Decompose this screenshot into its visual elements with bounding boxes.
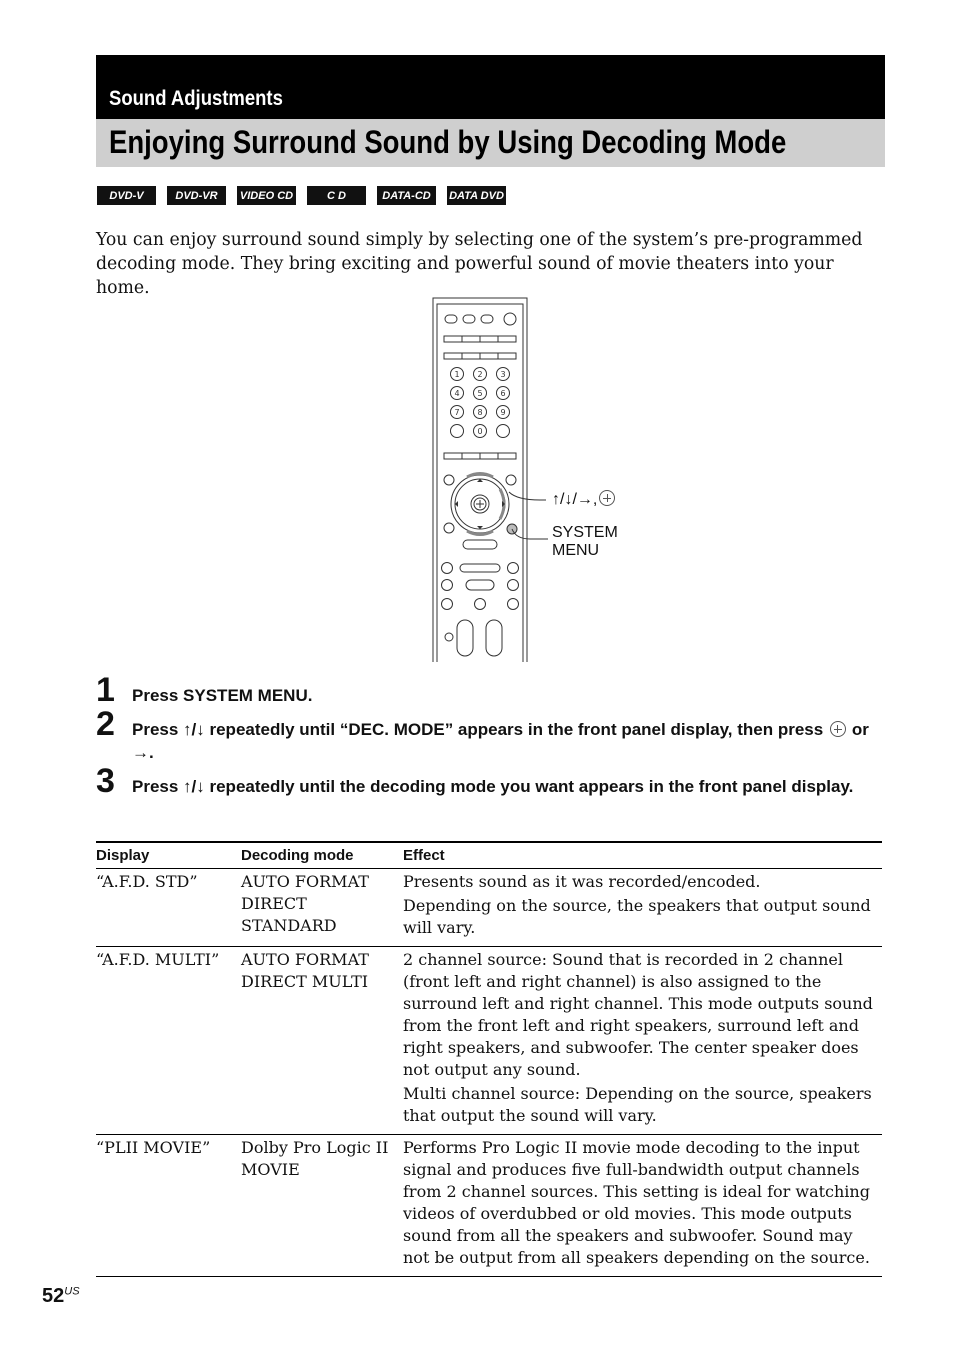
step-1-number: 1 [96,671,115,709]
col-header-display: Display [96,842,241,869]
arrows-callout-label: ↑/↓/→, [552,491,598,508]
remote-digit-3: 3 [500,370,506,379]
remote-digit-0: 0 [477,427,483,436]
effect-paragraph: Presents sound as it was recorded/encoded. [403,872,761,891]
remote-digit-1: 1 [454,370,460,379]
table-row [96,947,882,1135]
page-number [42,1285,80,1308]
step-2-text [132,718,892,764]
badge-dvd-v: DVD-V [97,186,156,205]
system-menu-callout [552,524,618,560]
effect-paragraph: Performs Pro Logic II movie mode decoding to the input signal and produces five full-bandwidth output channels from 2 channel sources. This setting is ideal for watching videos of overdubbed or old movies. This mode outputs sound from all the speakers and subwoofer. Sound may not be output from all speakers depending on the source. [403,1138,870,1267]
system-callout-label: SYSTEM [552,524,618,541]
page-title-bar [96,119,885,167]
step-3-text: Press ↑/↓ repeatedly until the decoding mode you want appears in the front panel display. [132,777,854,796]
cell-effect [403,869,882,947]
remote-drawing [420,296,650,662]
remote-illustration [420,296,650,662]
remote-digit-5: 5 [477,389,483,398]
cell-mode: Dolby Pro Logic II MOVIE [241,1135,403,1277]
cell-mode: AUTO FORMAT DIRECT STANDARD [241,869,403,947]
step-3-number: 3 [96,762,115,800]
col-header-effect: Effect [403,842,882,869]
page-number-value: 52 [42,1285,65,1307]
cell-display: “PLII MOVIE” [96,1135,241,1277]
disc-type-badges [97,186,506,205]
step-2-text-pre: Press ↑/↓ repeatedly until “DEC. MODE” appears in the front panel display, then press [132,720,824,739]
cell-effect [403,1135,882,1277]
effect-paragraph: Multi channel source: Depending on the source, speakers that output the sound will vary. [403,1084,872,1125]
badge-data-cd: DATA-CD [377,186,436,205]
enter-icon [599,490,615,506]
badge-dvd-vr: DVD-VR [167,186,226,205]
section-header [96,55,885,119]
badge-cd: C D [307,186,366,205]
col-header-decoding-mode: Decoding mode [241,842,403,869]
remote-digit-6: 6 [500,389,506,398]
section-title: Sound Adjustments [109,87,283,110]
step-2-number: 2 [96,705,115,743]
remote-digit-9: 9 [500,408,506,417]
table-header-row [96,842,882,869]
remote-digit-7: 7 [454,408,460,417]
remote-digit-4: 4 [454,389,460,398]
cell-mode: AUTO FORMAT DIRECT MULTI [241,947,403,1135]
page-title: Enjoying Surround Sound by Using Decoding Mode [109,124,787,160]
enter-icon [830,721,846,737]
cell-display: “A.F.D. MULTI” [96,947,241,1135]
cell-effect [403,947,882,1135]
effect-paragraph: 2 channel source: Sound that is recorded in 2 channel (front left and right channel) is also assigned to the surround left and right channel. This mode outputs sound from the front left and right speakers, surround left and right speakers, and subwoofer. The center speaker does not output any sound. [403,950,873,1079]
intro-paragraph: You can enjoy surround sound simply by selecting one of the system’s pre-programmed decoding mode. They bring exciting and powerful sound of movie theaters into your home. [96,230,863,298]
step-2-text-post: or →. [132,720,869,762]
effect-paragraph: Depending on the source, the speakers that output sound will vary. [403,896,871,937]
badge-video-cd: VIDEO CD [237,186,296,205]
decoding-mode-table [96,841,882,1277]
table-row [96,869,882,947]
cell-display: “A.F.D. STD” [96,869,241,947]
arrows-callout [552,490,621,509]
page-number-suffix: US [64,1285,80,1298]
remote-digit-2: 2 [477,370,483,379]
menu-callout-label: MENU [552,542,600,559]
step-1-text: Press SYSTEM MENU. [132,686,313,705]
remote-digit-8: 8 [477,408,483,417]
table-row [96,1135,882,1277]
badge-data-dvd: DATA DVD [447,186,506,205]
